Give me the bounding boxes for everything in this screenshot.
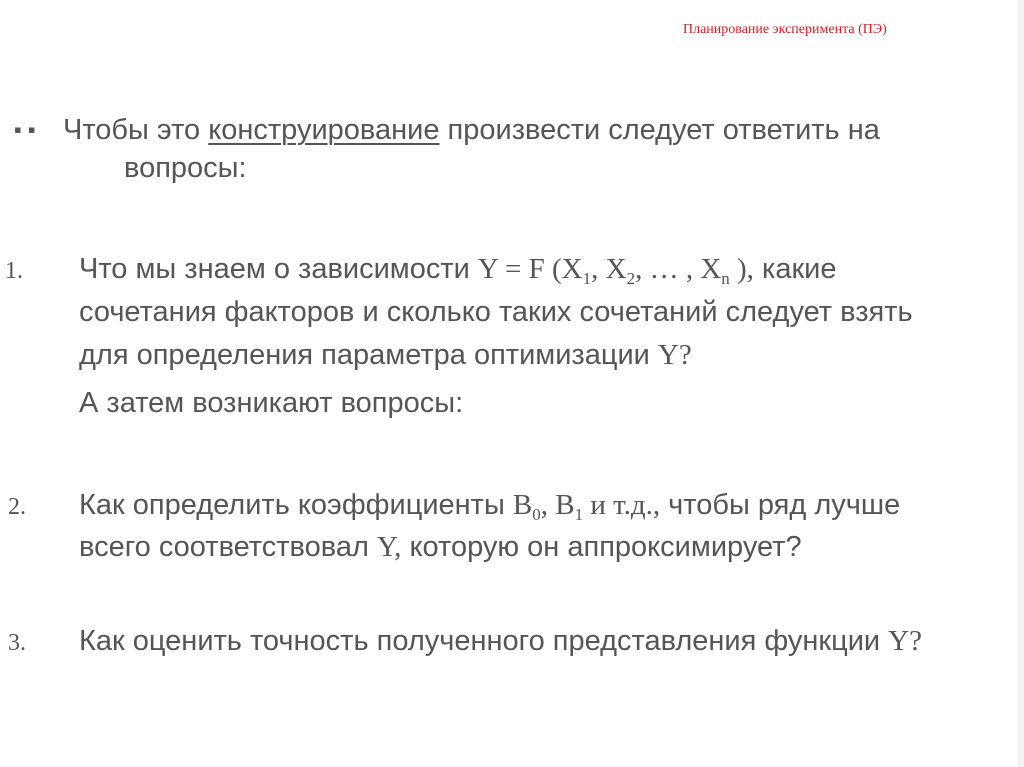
item2-number: 2. bbox=[8, 494, 26, 520]
intro-text-part2: произвести следует ответить на bbox=[447, 114, 880, 146]
item2-formula-d: и т.д., bbox=[583, 489, 661, 521]
item2-formula-y: Y, bbox=[376, 531, 402, 563]
item3-text-a: Как оценить точность полученного представления функции bbox=[79, 625, 889, 657]
item1-text-l3a: для определения параметра оптимизации bbox=[79, 339, 658, 371]
intro-bullet: ▪ ▪ bbox=[14, 117, 36, 142]
item1-formula-d: ), bbox=[729, 253, 754, 285]
item2-formula-c: , B bbox=[540, 489, 575, 521]
item1-text-a: Что мы знаем о зависимости bbox=[79, 253, 478, 285]
item1-line-3 bbox=[79, 338, 692, 372]
slide-edge bbox=[1018, 0, 1024, 767]
item1-sub-1: 1 bbox=[582, 269, 592, 288]
intro-line-1 bbox=[63, 113, 880, 147]
item1-formula-a: Y = F (X bbox=[477, 253, 583, 285]
intro-line-2: вопросы: bbox=[124, 152, 247, 184]
item2-sub-0: 0 bbox=[532, 505, 541, 524]
item1-number: 1. bbox=[5, 258, 23, 284]
item1-line-2: сочетания факторов и сколько таких сочетаний следует взять bbox=[79, 296, 913, 328]
item2-line-2 bbox=[79, 530, 802, 564]
item1-sub-2: 2 bbox=[626, 269, 636, 288]
item2-text-l2c: которую он аппроксимирует? bbox=[401, 531, 802, 563]
item2-sub-1: 1 bbox=[574, 505, 584, 524]
item1-line-4: А затем возникают вопросы: bbox=[79, 387, 464, 419]
item2-line-1 bbox=[79, 488, 900, 522]
item1-formula-y: Y? bbox=[657, 339, 692, 371]
item3-line-1 bbox=[79, 624, 922, 658]
item1-text-f: какие bbox=[753, 253, 837, 285]
item3-formula-y: Y? bbox=[888, 625, 922, 657]
item2-text-e: чтобы ряд лучше bbox=[660, 489, 901, 521]
item1-formula-b: , X bbox=[591, 253, 627, 285]
item1-formula-c: , … , X bbox=[635, 253, 722, 285]
item2-text-l2a: всего соответствовал bbox=[79, 531, 377, 563]
item2-text-a: Как определить коэффициенты bbox=[79, 489, 513, 521]
intro-text-part1: Чтобы это bbox=[63, 114, 201, 146]
item1-line-1 bbox=[79, 252, 836, 286]
intro-link-konstruirovanie: конструирование bbox=[208, 114, 440, 146]
slide-header-title: Планирование эксперимента (ПЭ) bbox=[683, 22, 887, 37]
item3-number: 3. bbox=[8, 630, 26, 656]
item1-sub-n: n bbox=[721, 269, 730, 288]
item2-formula-b: B bbox=[512, 489, 533, 521]
